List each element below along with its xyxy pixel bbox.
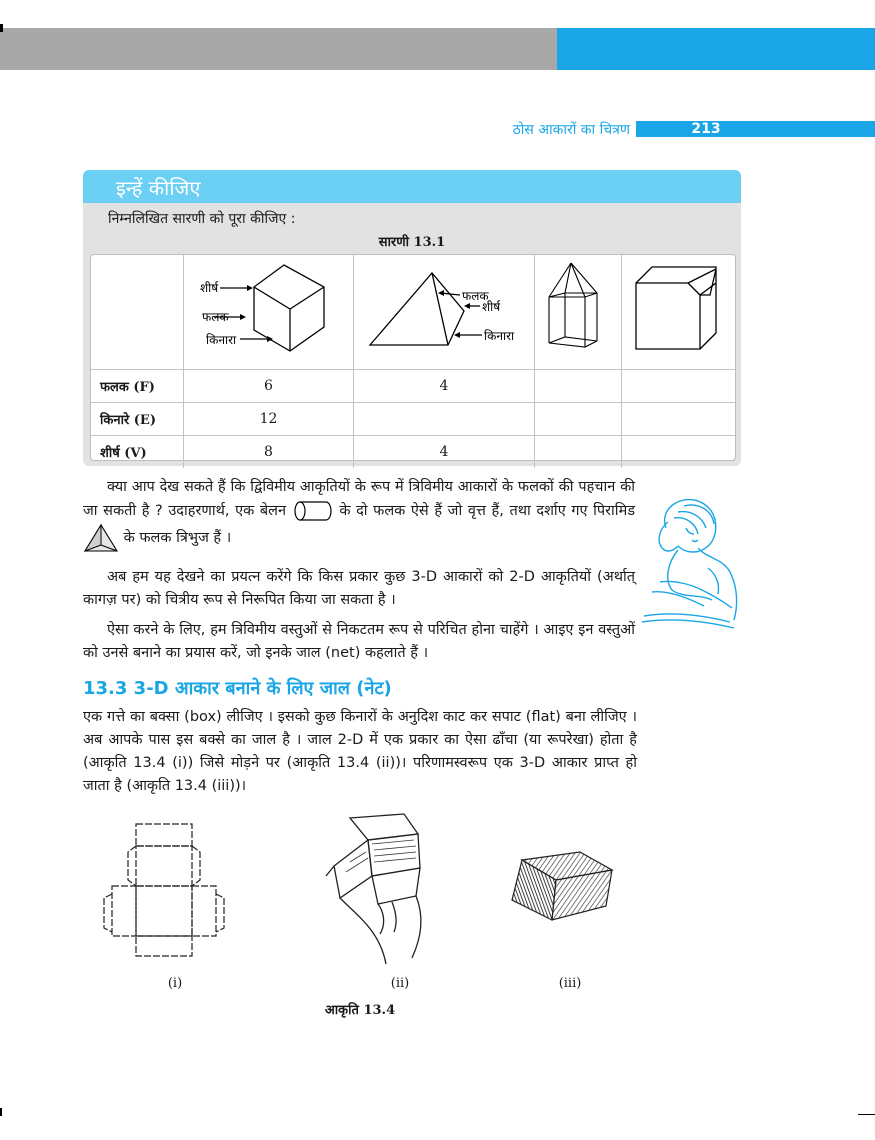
header-band-blue — [557, 28, 875, 70]
table-row-shapes — [91, 255, 735, 370]
table-corner-cell — [91, 255, 184, 370]
activity-instruction: निम्नलिखित सारणी को पूरा कीजिए : — [108, 211, 296, 227]
pyramid-label-vertex: शीर्ष — [482, 300, 501, 314]
cube-diagram — [184, 255, 353, 365]
table-cell — [535, 436, 622, 469]
crop-mark-bottom-right — [858, 1114, 875, 1115]
table-cell: 8 — [184, 436, 354, 469]
table-cell: 4 — [354, 436, 535, 469]
figure-label-ii: (ii) — [390, 976, 410, 991]
pyramid-diagram — [354, 255, 534, 365]
table-caption: सारणी 13.1 — [378, 235, 446, 250]
figure-closed-box — [500, 848, 620, 928]
paragraph-1 — [83, 476, 635, 553]
table-row — [91, 370, 735, 403]
table-cell — [622, 370, 736, 403]
cube-label-edge: किनारा — [206, 333, 237, 347]
cube-cell — [184, 255, 354, 370]
paragraph-4: एक गत्ते का बक्सा (box) लीजिए । इसको कुछ किनारों के अनुदिश काट कर सपाट (flat) बना लीजिए । अब आपके पास इस बक्से का जाल है । जाल 2-D में एक प्रकार का ऐसा ढाँचा (या रूपरेखा) होता है (आकृति 13.4 (i)) जिसे मोड़ने पर (आकृति 13.4 (ii))। परिणामस्वरूप एक 3-D आकार प्राप्त हो जाता है (आकृति 13.4 (iii))। — [83, 709, 637, 794]
crop-mark — [0, 24, 3, 32]
table-cell — [535, 370, 622, 403]
cylinder-icon — [292, 499, 334, 523]
header-band-grey — [0, 28, 557, 70]
paragraph-3: ऐसा करने के लिए, हम त्रिविमीय वस्तुओं से निकटतम रूप से परिचित होना चाहेंगे । आइए इन वस्तुओं को उनसे बनाने का प्रयास करें, जो इनके जाल (net) कहलाते हैं । — [83, 622, 635, 661]
cube-label-face: फलक — [202, 310, 229, 324]
square-pyramid-prism-cell — [535, 255, 622, 370]
cut-cube-cell — [622, 255, 736, 370]
girl-reading-illustration — [638, 488, 746, 636]
paragraph-1-part-a: क्या आप देख सकते हैं कि द्विविमीय आकृतियों के रूप में त्रिविमीय आकारों के फलकों की पहचान की जा सकती है ? उदाहरणार्थ, एक बेलन — [83, 479, 635, 519]
running-title: ठोस आकारों का चित्रण — [512, 122, 630, 138]
crop-mark-bottom — [0, 1108, 2, 1116]
shapes-table — [90, 254, 736, 461]
pyramid-label-edge: किनारा — [484, 329, 515, 343]
table-cell: 6 — [184, 370, 354, 403]
figure-folding-box — [320, 812, 450, 967]
paragraph-1-part-d: के फलक त्रिभुज हैं । — [123, 530, 232, 546]
table-cell — [622, 403, 736, 436]
pyramid-label-face: फलक — [462, 289, 489, 303]
cube-label-vertex: शीर्ष — [200, 281, 219, 295]
pyramid-icon — [83, 523, 119, 553]
table-cell — [354, 403, 535, 436]
row-label: शीर्ष (V) — [91, 436, 184, 469]
figure-box-net — [100, 818, 230, 963]
row-label: फलक (F) — [91, 370, 184, 403]
table-cell — [535, 403, 622, 436]
figure-label-i: (i) — [167, 976, 183, 991]
square-pyramid-on-prism-diagram — [535, 255, 621, 365]
pyramid-cell — [354, 255, 535, 370]
table-row — [91, 436, 735, 469]
section-heading: 13.3 3-D आकार बनाने के लिए जाल (नेट) — [83, 678, 392, 699]
row-label: किनारे (E) — [91, 403, 184, 436]
page-number: 213 — [691, 121, 721, 137]
paragraph-2: अब हम यह देखने का प्रयत्न करेंगे कि किस प्रकार कुछ 3-D आकारों को 2-D आकृतियों (अर्थात् कागज़ पर) को चित्रीय रूप से निरूपित किया जा सकता है । — [83, 569, 635, 608]
table-cell: 4 — [354, 370, 535, 403]
figure-label-iii: (iii) — [558, 976, 582, 991]
table-cell: 12 — [184, 403, 354, 436]
figure-caption: आकृति 13.4 — [324, 1003, 396, 1018]
paragraph-1-part-c: दर्शाए गए पिरामिड — [536, 503, 635, 519]
table-row — [91, 403, 735, 436]
paragraph-1-part-b: के दो फलक ऐसे हैं जो वृत्त हैं, तथा — [339, 503, 531, 519]
cut-corner-cube-diagram — [622, 255, 735, 365]
activity-title: इन्हें कीजिए — [116, 176, 201, 200]
table-cell — [622, 436, 736, 469]
